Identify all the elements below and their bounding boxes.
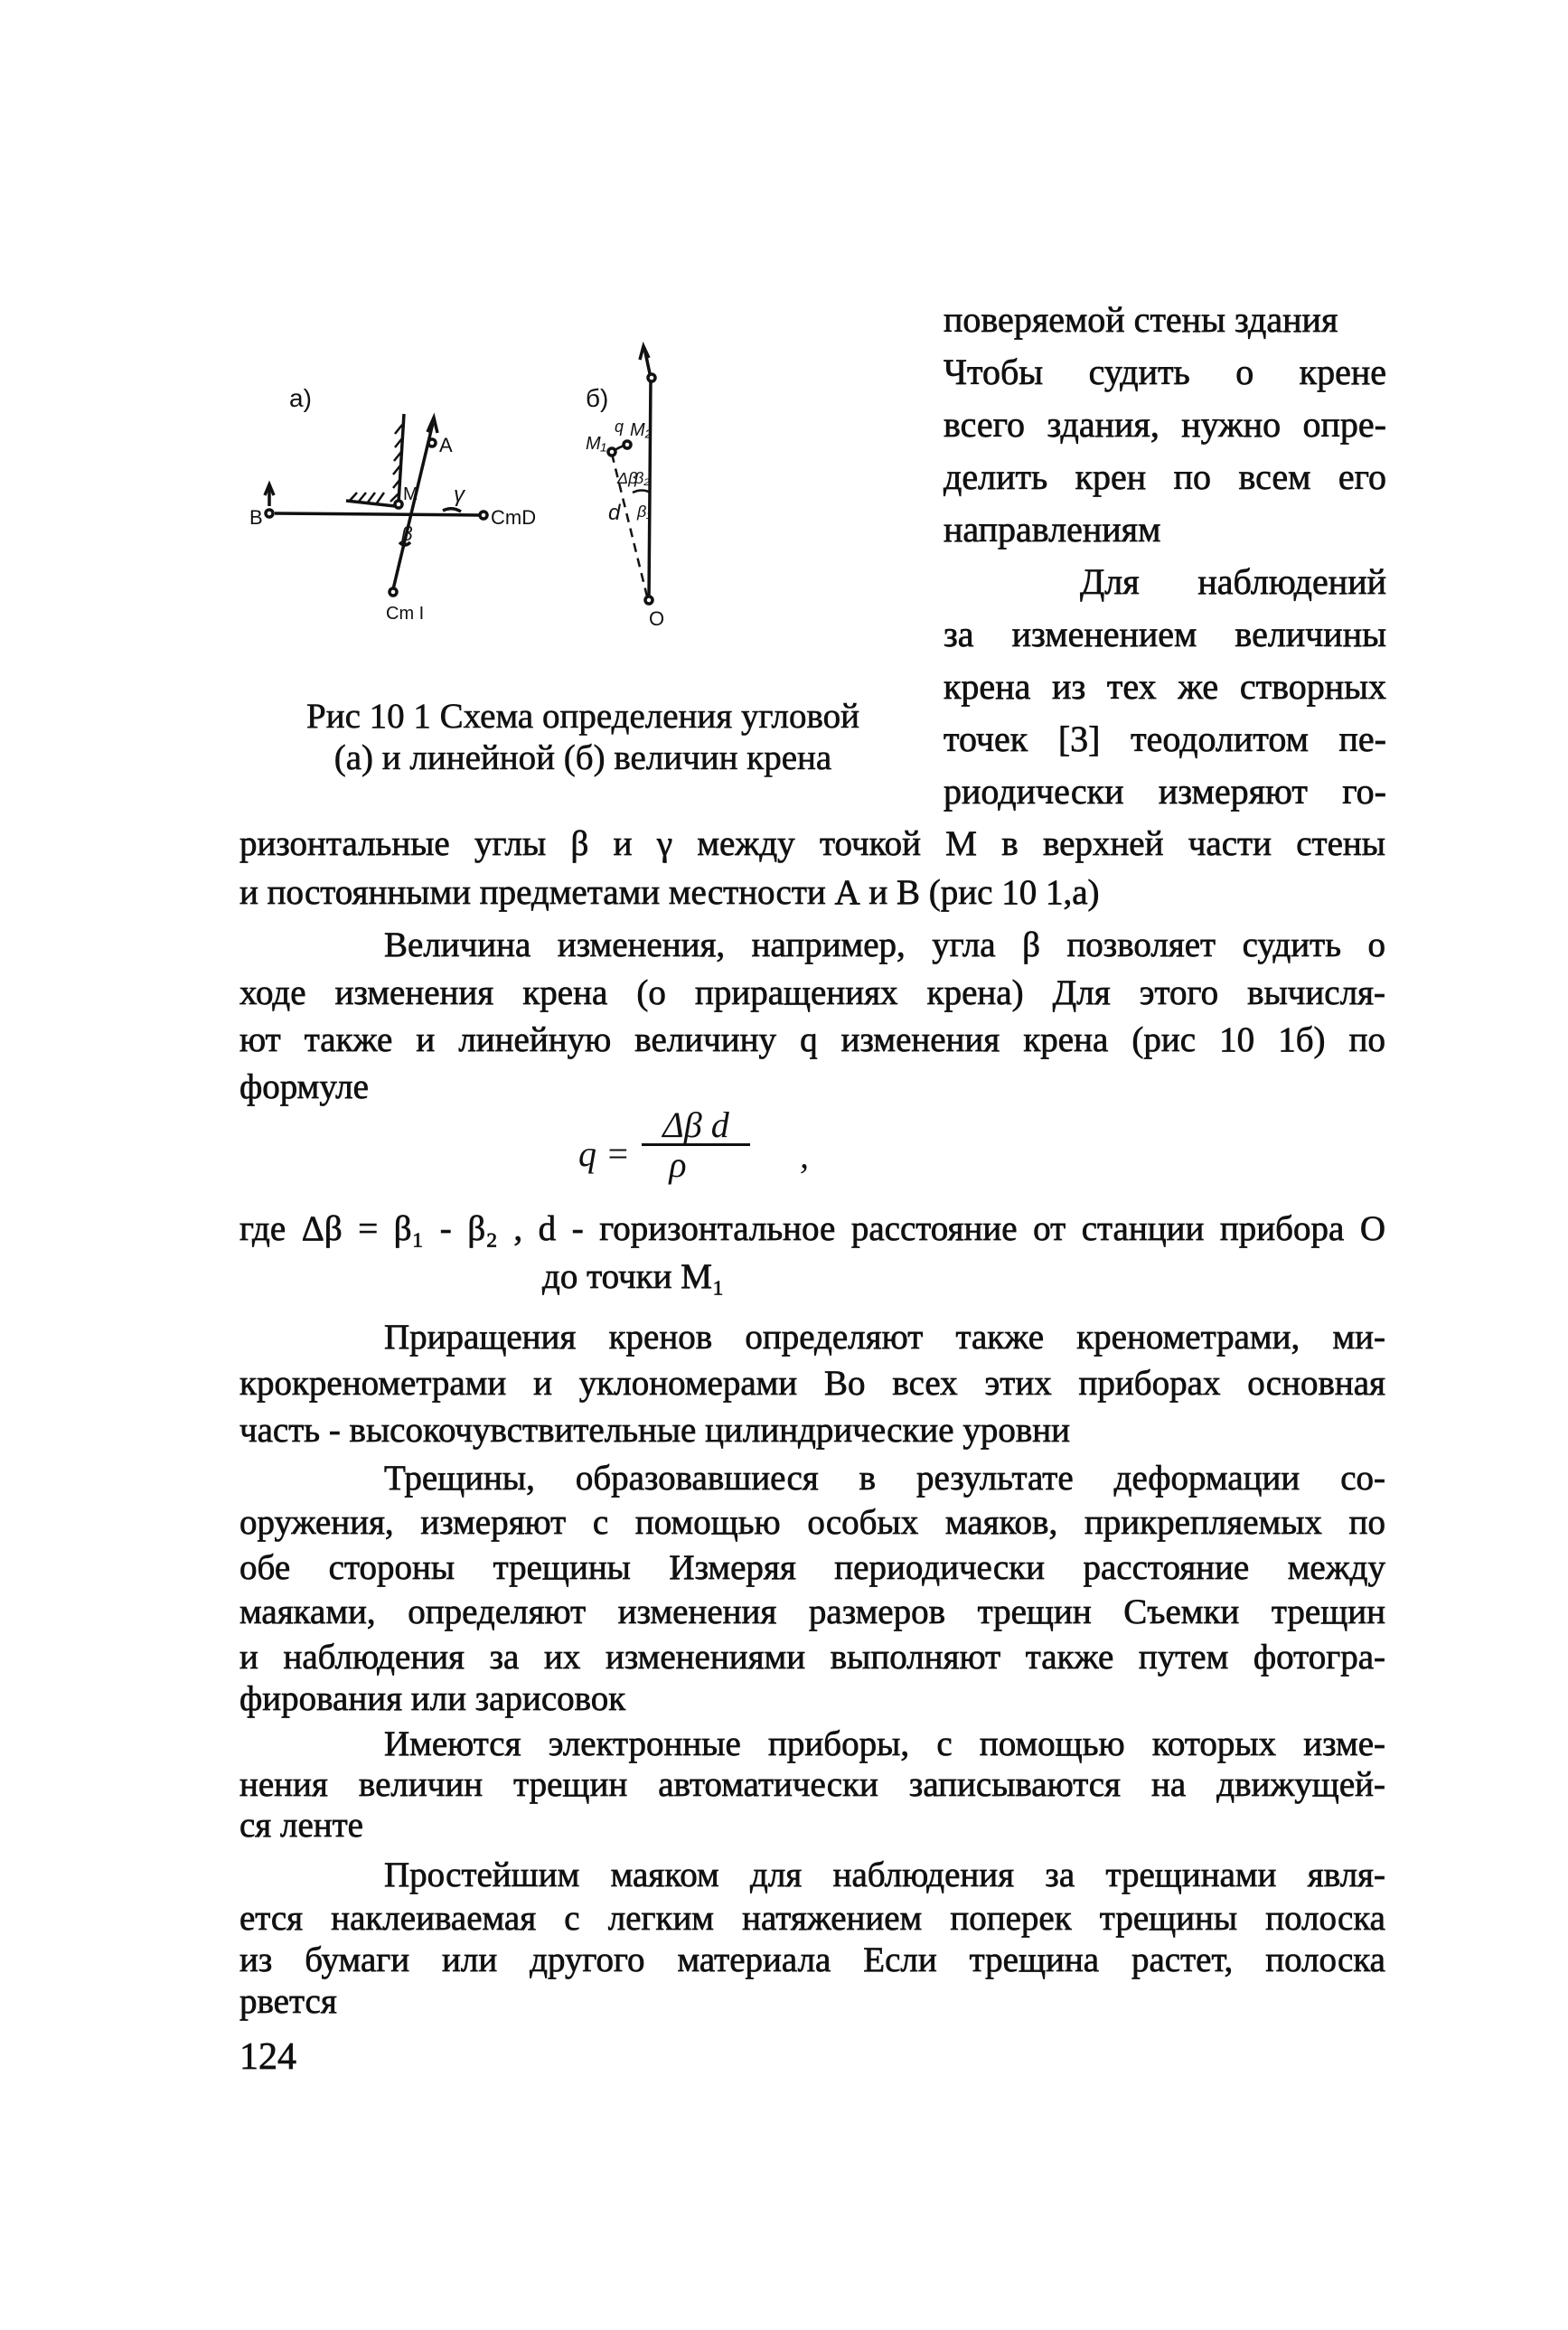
body-line: ризонтальные углы β и γ между точкой M в верхней части стены	[239, 824, 1385, 863]
where-line: где Δβ = β₁ - β₂ , d - горизонтальное расстояние от станции прибора О	[239, 1209, 1385, 1248]
body-line: формуле	[239, 1067, 369, 1106]
side-text-line: точек [3] теодолитом пе-	[944, 719, 1386, 759]
label-cmd: CmD	[491, 506, 537, 529]
page-number: 124	[239, 2036, 296, 2078]
formula-lhs: q =	[578, 1133, 630, 1174]
label-gamma: γ	[454, 483, 465, 507]
body-line: нения величин трещин автоматически записываются на движущей-	[239, 1765, 1385, 1804]
figure-caption-line: Рис 10 1 Схема определения угловой	[306, 697, 859, 736]
body-line: из бумаги или другого материала Если трещина растет, полоска	[239, 1940, 1385, 1979]
body-line: оружения, измеряют с помощью особых маяков, прикрепляемых по	[239, 1503, 1385, 1542]
side-text-line: за изменением величины	[944, 614, 1386, 654]
label-a-point: A	[439, 434, 453, 456]
body-line: рвется	[239, 1982, 337, 2021]
label-m1: M₁	[586, 434, 606, 454]
side-text-line: всего здания, нужно опре-	[944, 404, 1386, 445]
where-line: до точки М₁	[542, 1257, 725, 1296]
body-line: часть - высокочувствительные цилиндрические уровни	[239, 1411, 1071, 1450]
side-text-line: направлениям	[944, 509, 1161, 550]
side-text-line: Для наблюдений	[1080, 561, 1386, 602]
body-line: Приращения кренов определяют также кренометрами, ми-	[384, 1318, 1385, 1357]
body-line: Величина изменения, например, угла β позволяет судить о	[384, 925, 1385, 964]
label-m2: M₂	[630, 420, 653, 440]
wall-hatching	[349, 425, 402, 504]
body-line: обе стороны трещины Измеряя периодически расстояние между	[239, 1548, 1385, 1587]
side-text-line: Чтобы судить о крене	[944, 352, 1386, 392]
side-text-line: крена из тех же створных	[944, 666, 1386, 707]
body-line: Трещины, образовавшиеся в результате деформации со-	[384, 1459, 1385, 1498]
side-text-line: риодически измеряют го-	[944, 771, 1386, 812]
label-b-point: B	[249, 506, 263, 529]
panel-b-label: б)	[586, 384, 609, 412]
label-q: q	[615, 418, 624, 436]
label-delta-beta: Δβ	[617, 469, 638, 487]
figure-caption-line: (а) и линейной (б) величин крена	[333, 738, 832, 777]
label-beta: β	[401, 522, 413, 545]
body-line: фирования или зарисовок	[239, 1679, 626, 1718]
body-line: ся ленте	[239, 1806, 363, 1845]
body-line: Простейшим маяком для наблюдения за трещинами явля-	[384, 1856, 1385, 1894]
formula-numerator: Δβ d	[642, 1107, 750, 1146]
label-m-point: M	[403, 484, 418, 504]
body-line: ется наклеиваемая с легким натяжением поперек трещины полоска	[239, 1899, 1385, 1938]
side-text-line: поверяемой стены здания	[944, 299, 1338, 340]
label-beta1: β₁	[637, 503, 652, 521]
side-text-line: делить крен по всем его	[944, 456, 1386, 497]
label-cm-i: Cm I	[386, 604, 425, 624]
body-line: Имеются электронные приборы, с помощью которых изме-	[384, 1724, 1385, 1763]
label-beta2: β₂	[634, 469, 651, 487]
formula-trail: ,	[800, 1135, 809, 1176]
formula-denominator: ρ	[669, 1144, 687, 1185]
body-line: и постоянными предметами местности А и В (рис 10 1,а)	[239, 873, 1100, 912]
label-d: d	[608, 501, 621, 525]
label-o: O	[649, 607, 665, 630]
body-line: и наблюдения за их изменениями выполняют также путем фотогра-	[239, 1638, 1385, 1677]
body-line: маяками, определяют изменения размеров трещин Съемки трещин	[239, 1592, 1385, 1631]
body-line: ходе изменения крена (о приращениях крена) Для этого вычисля-	[239, 973, 1385, 1012]
body-line: крокренометрами и уклономерами Во всех этих приборах основная	[239, 1364, 1385, 1403]
body-line: ют также и линейную величину q изменения крена (рис 10 1б) по	[239, 1020, 1385, 1059]
panel-a-label: а)	[289, 384, 312, 412]
